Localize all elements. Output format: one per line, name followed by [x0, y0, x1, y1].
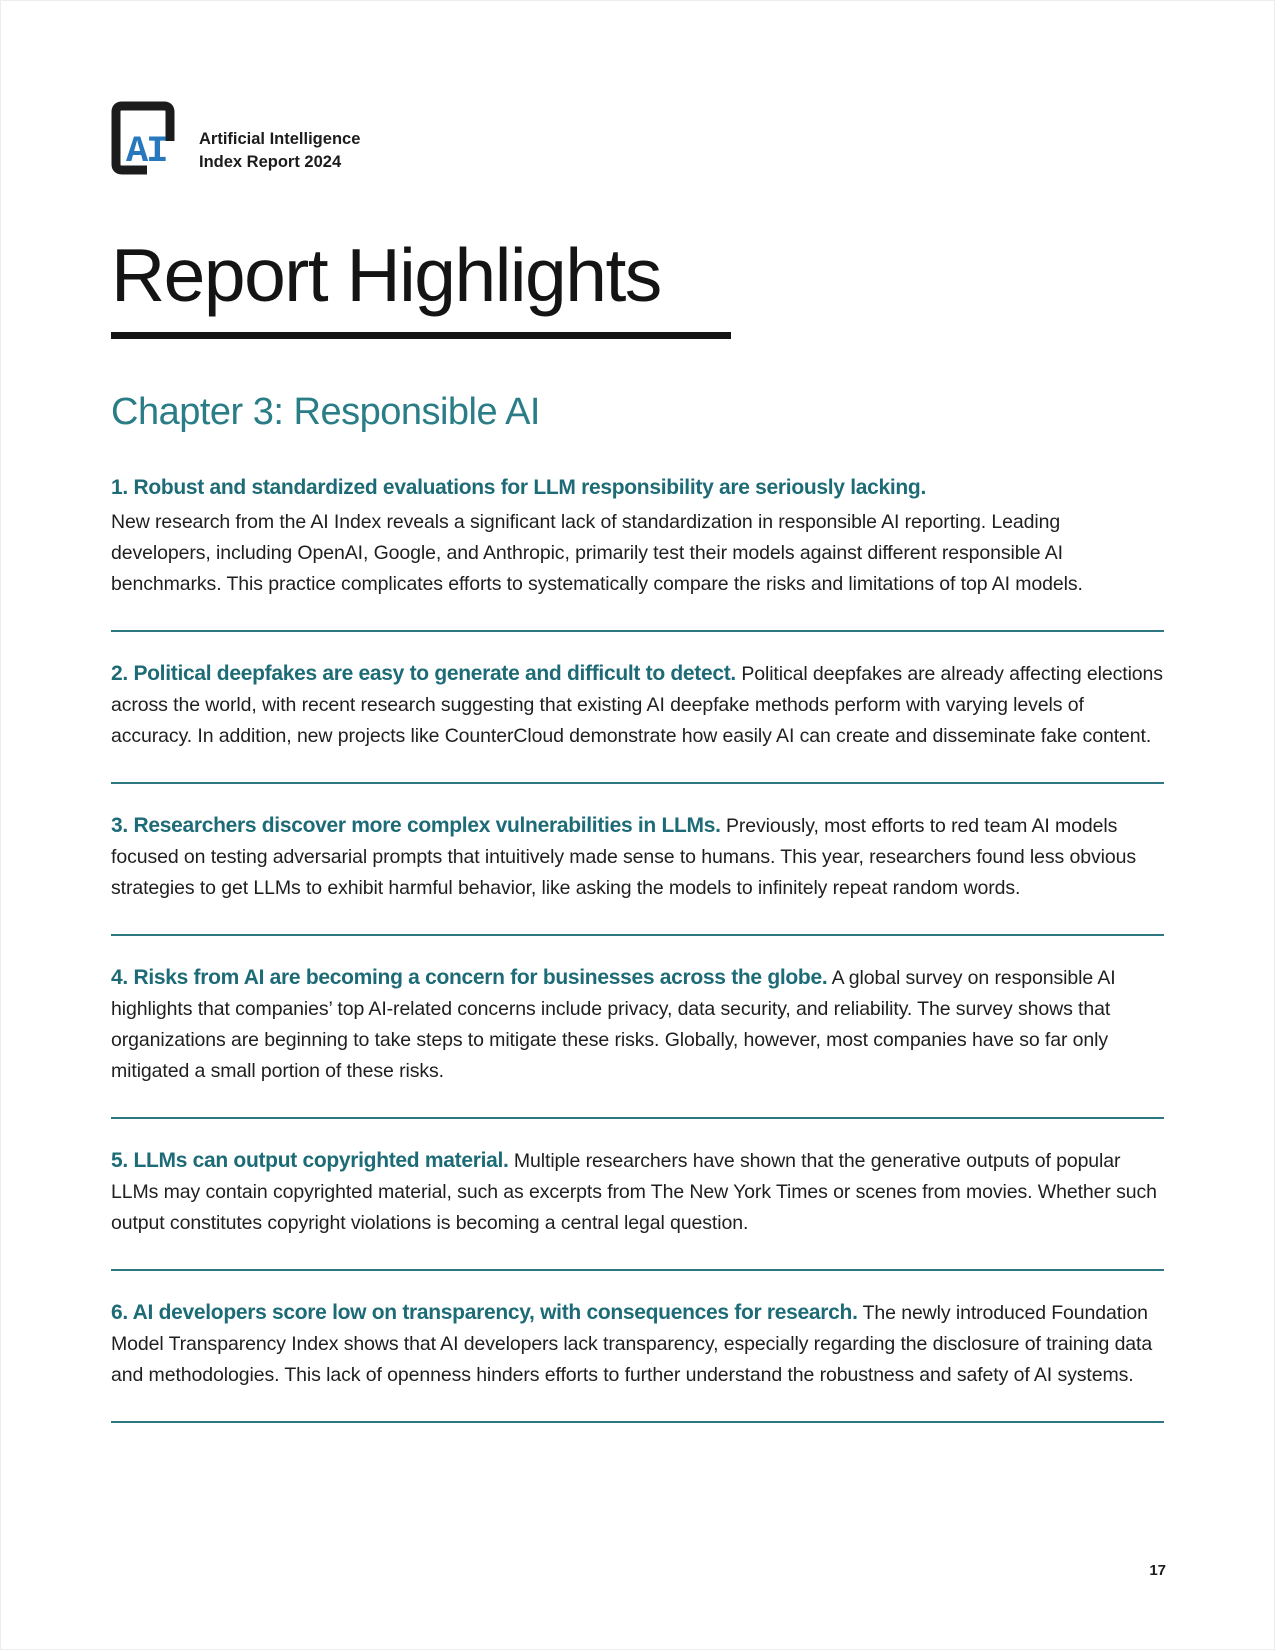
section-body: Political deepfakes are already affecting elections across the world, with recent research suggesting that existing AI deepfake methods perform with varying levels of accuracy. In addition, new projects like CounterCloud demonstrate how easily AI can create and disseminate fake content.	[111, 663, 1163, 747]
highlight-section-1	[111, 472, 1164, 600]
section-heading: 5. LLMs can output copyrighted material.	[111, 1149, 509, 1172]
section-divider	[111, 1421, 1164, 1423]
logo-text-line1: Artificial Intelligence	[199, 130, 361, 148]
highlight-section-5	[111, 1145, 1164, 1239]
section-body: The newly introduced Foundation Model Transparency Index shows that AI developers lack transparency, especially regarding the disclosure of training data and methodologies. This lack of openness hinders efforts to further understand the robustness and safety of AI systems.	[111, 1302, 1153, 1386]
section-body: A global survey on responsible AI highlights that companies’ top AI-related concerns include privacy, data security, and reliability. The survey shows that organizations are beginning to take steps to mitigate these risks. Globally, however, most companies have so far only mitigated a small portion of these risks.	[111, 967, 1116, 1082]
section-divider	[111, 1269, 1164, 1271]
section-paragraph	[111, 472, 1164, 600]
section-divider	[111, 782, 1164, 784]
logo-text	[199, 128, 360, 174]
chapter-title: Chapter 3: Responsible AI	[111, 391, 540, 433]
page-number: 17	[1149, 1562, 1166, 1579]
section-divider	[111, 630, 1164, 632]
highlight-sections	[111, 472, 1164, 1423]
section-paragraph	[111, 1297, 1164, 1391]
title-underline	[111, 332, 731, 339]
section-paragraph	[111, 658, 1164, 752]
highlight-section-2	[111, 658, 1164, 752]
logo-monogram: AI	[126, 131, 167, 173]
section-paragraph	[111, 962, 1164, 1087]
highlight-section-3	[111, 810, 1164, 904]
logo-text-line2: Index Report 2024	[199, 153, 342, 171]
highlight-section-6	[111, 1297, 1164, 1391]
section-heading: 3. Researchers discover more complex vulnerabilities in LLMs.	[111, 814, 721, 837]
section-heading: 1. Robust and standardized evaluations for LLM responsibility are seriously lacking.	[111, 476, 926, 499]
section-heading: 2. Political deepfakes are easy to generate and difficult to detect.	[111, 662, 736, 685]
ai-index-logo	[111, 101, 1164, 175]
ai-index-logo-mark	[111, 101, 175, 175]
section-body: Previously, most efforts to red team AI models focused on testing adversarial prompts that intuitively made sense to humans. This year, researchers found less obvious strategies to get LLMs to exhibit harmful behavior, like asking the models to infinitely repeat random words.	[111, 815, 1137, 899]
section-body: New research from the AI Index reveals a significant lack of standardization in responsible AI reporting. Leading developers, including OpenAI, Google, and Anthropic, primarily test their models against different responsible AI benchmarks. This practice complicates efforts to systematically compare the risks and limitations of top AI models.	[111, 511, 1083, 595]
section-paragraph	[111, 1145, 1164, 1239]
page-title: Report Highlights	[111, 233, 661, 317]
section-body: Multiple researchers have shown that the generative outputs of popular LLMs may contain copyrighted material, such as excerpts from The New York Times or scenes from movies. Whether such output constitutes copyright violations is becoming a central legal question.	[111, 1150, 1157, 1234]
section-divider	[111, 934, 1164, 936]
section-heading: 6. AI developers score low on transparency, with consequences for research.	[111, 1301, 858, 1324]
section-divider	[111, 1117, 1164, 1119]
section-heading: 4. Risks from AI are becoming a concern for businesses across the globe.	[111, 966, 828, 989]
section-paragraph	[111, 810, 1164, 904]
highlight-section-4	[111, 962, 1164, 1087]
